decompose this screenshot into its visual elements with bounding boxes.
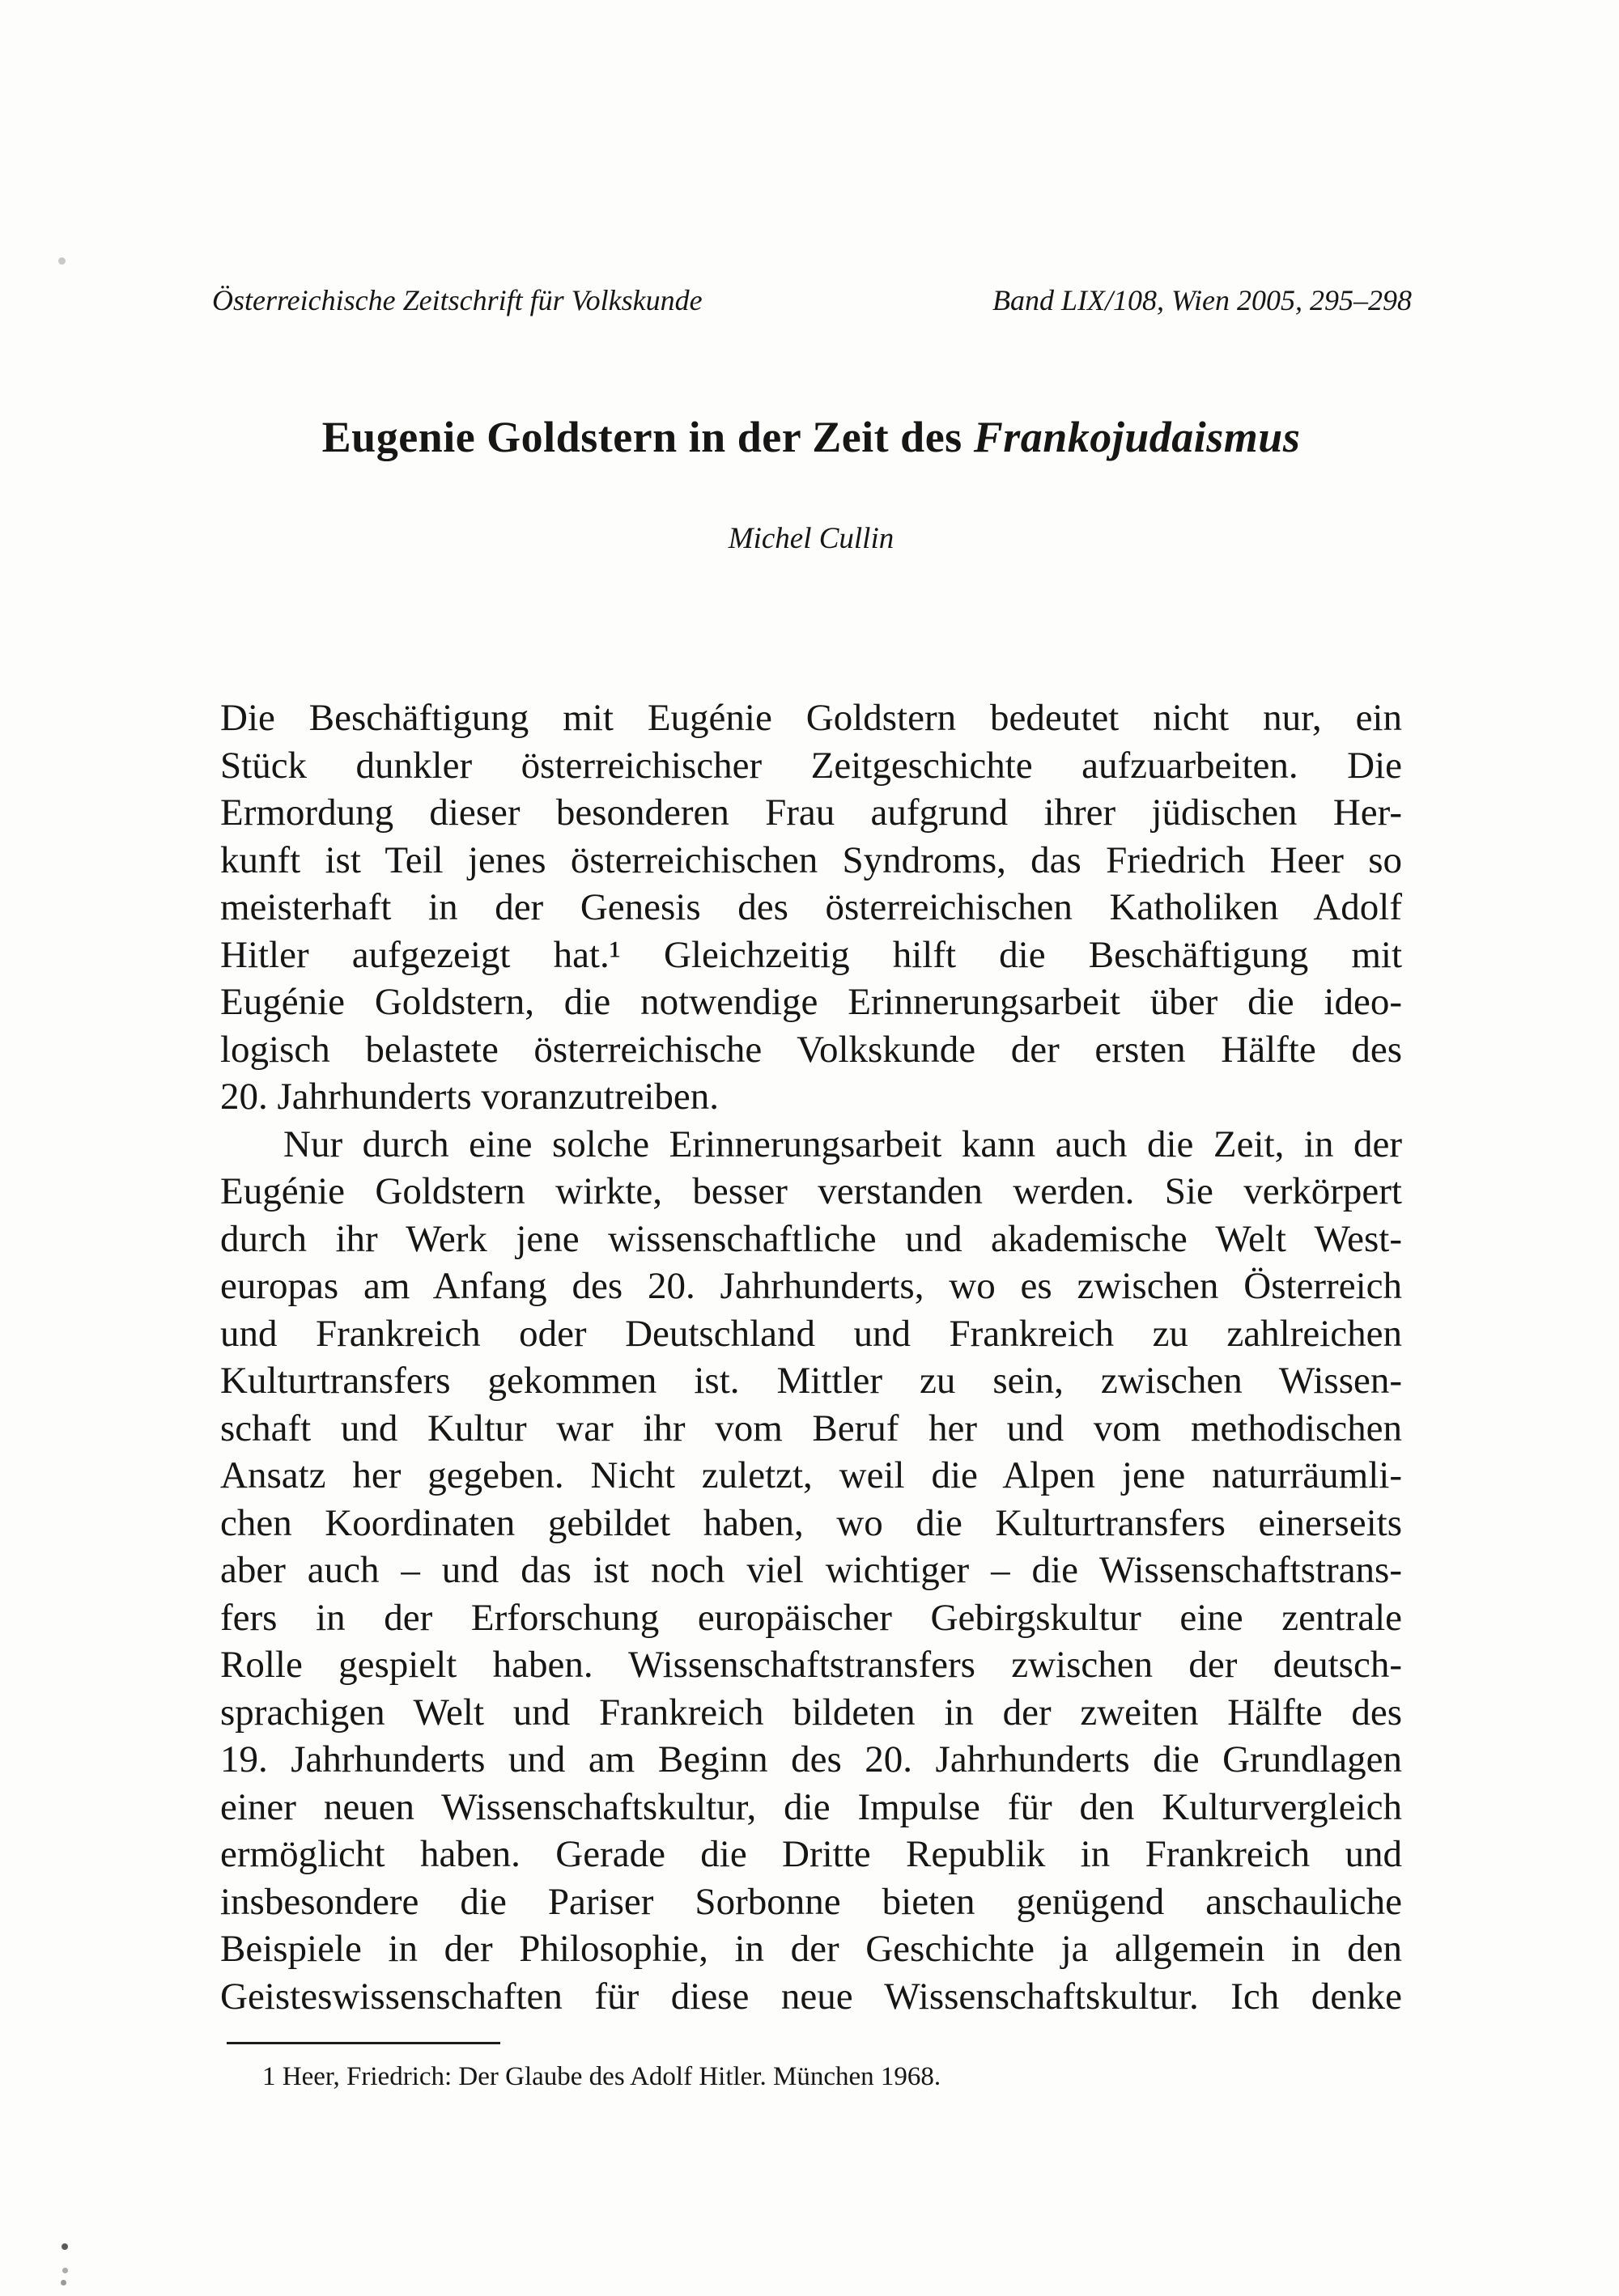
body-line: durch ihr Werk jene wissenschaftliche und akademische Welt West- — [220, 1217, 1402, 1260]
body-line: Die Beschäftigung mit Eugénie Goldstern bedeutet nicht nur, ein — [220, 697, 1402, 739]
body-line: Geisteswissenschaften für diese neue Wissenschaftskultur. Ich denke — [220, 1975, 1402, 2018]
body-line: europas am Anfang des 20. Jahrhunderts, wo es zwischen Österreich — [220, 1265, 1402, 1307]
author-name: Michel Cullin — [728, 522, 894, 555]
body-line: chen Koordinaten gebildet haben, wo die Kulturtransfers einerseits — [220, 1501, 1402, 1544]
issue-info: Band LIX/108, Wien 2005, 295–298 — [992, 284, 1412, 316]
body-line: 19. Jahrhunderts und am Beginn des 20. Jahrhunderts die Grundlagen — [220, 1738, 1402, 1780]
body-line: insbesondere die Pariser Sorbonne bieten genügend anschauliche — [220, 1880, 1402, 1923]
scan-artifact — [62, 2243, 68, 2250]
body-line: Eugénie Goldstern, die notwendige Erinnerungsarbeit über die ideo- — [220, 981, 1402, 1023]
body-line: 20. Jahrhunderts voranzutreiben. — [220, 1076, 720, 1118]
body-line: Kulturtransfers gekommen ist. Mittler zu sein, zwischen Wissen- — [220, 1360, 1402, 1402]
body-line: meisterhaft in der Genesis des österreichischen Katholiken Adolf — [220, 886, 1402, 928]
journal-name: Österreichische Zeitschrift für Volkskunde — [212, 284, 703, 316]
body-line: Rolle gespielt haben. Wissenschaftstransfers zwischen der deutsch- — [220, 1644, 1402, 1686]
article-title-main: Eugenie Goldstern in der Zeit des — [321, 413, 974, 461]
page-header — [212, 282, 1412, 319]
body-line: schaft und Kultur war ihr vom Beruf her und vom methodischen — [220, 1407, 1402, 1449]
body-line: Stück dunkler österreichischer Zeitgeschichte aufzuarbeiten. Die — [220, 744, 1402, 787]
body-line: sprachigen Welt und Frankreich bildeten in der zweiten Hälfte des — [220, 1691, 1402, 1734]
body-line: logisch belastete österreichische Volkskunde der ersten Hälfte des — [220, 1028, 1402, 1071]
scan-artifact — [58, 257, 66, 265]
body-line: ermöglicht haben. Gerade die Dritte Republik in Frankreich und — [220, 1833, 1402, 1875]
body-line: aber auch – und das ist noch viel wichtiger – die Wissenschaftstrans- — [220, 1549, 1402, 1591]
body-line: kunft ist Teil jenes österreichischen Syndroms, das Friedrich Heer so — [220, 838, 1402, 881]
article-title-emphasis: Frankojudaismus — [973, 413, 1301, 461]
body-line: Eugénie Goldstern wirkte, besser verstanden werden. Sie verkörpert — [220, 1170, 1402, 1212]
body-line: Ermordung dieser besonderen Frau aufgrund ihrer jüdischen Her- — [220, 792, 1402, 834]
footnote-rule — [227, 2042, 500, 2044]
article-title — [220, 413, 1402, 461]
footnote-text: 1 Heer, Friedrich: Der Glaube des Adolf Hitler. München 1968. — [262, 2062, 941, 2091]
body-line: Hitler aufgezeigt hat.¹ Gleichzeitig hilft die Beschäftigung mit — [220, 933, 1402, 976]
article-body — [220, 694, 1402, 2020]
body-line: einer neuen Wissenschaftskultur, die Impulse für den Kulturvergleich — [220, 1785, 1402, 1828]
body-line: fers in der Erforschung europäischer Gebirgskultur eine zentrale — [220, 1596, 1402, 1639]
body-line: Ansatz her gegeben. Nicht zuletzt, weil die Alpen jene naturräumli- — [220, 1454, 1402, 1496]
body-line: Nur durch eine solche Erinnerungsarbeit kann auch die Zeit, in der — [283, 1123, 1402, 1165]
scan-artifact — [62, 2268, 68, 2273]
body-line: Beispiele in der Philosophie, in der Geschichte ja allgemein in den — [220, 1928, 1402, 1970]
scan-artifact — [61, 2280, 66, 2285]
body-line: und Frankreich oder Deutschland und Frankreich zu zahlreichen — [220, 1312, 1402, 1355]
